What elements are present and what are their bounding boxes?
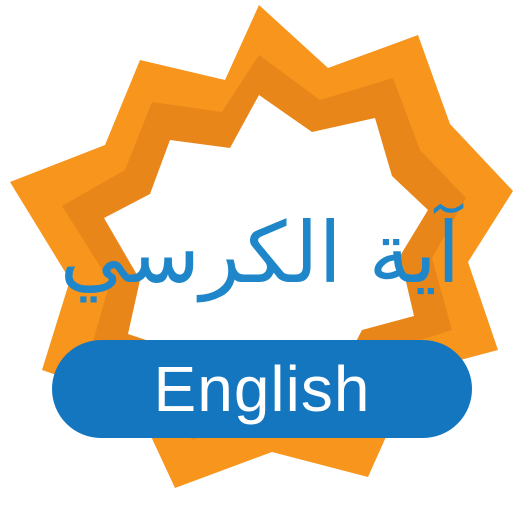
arabic-title: آية الكرسي [59, 204, 461, 302]
language-label: English [153, 353, 371, 425]
language-badge [52, 340, 472, 438]
